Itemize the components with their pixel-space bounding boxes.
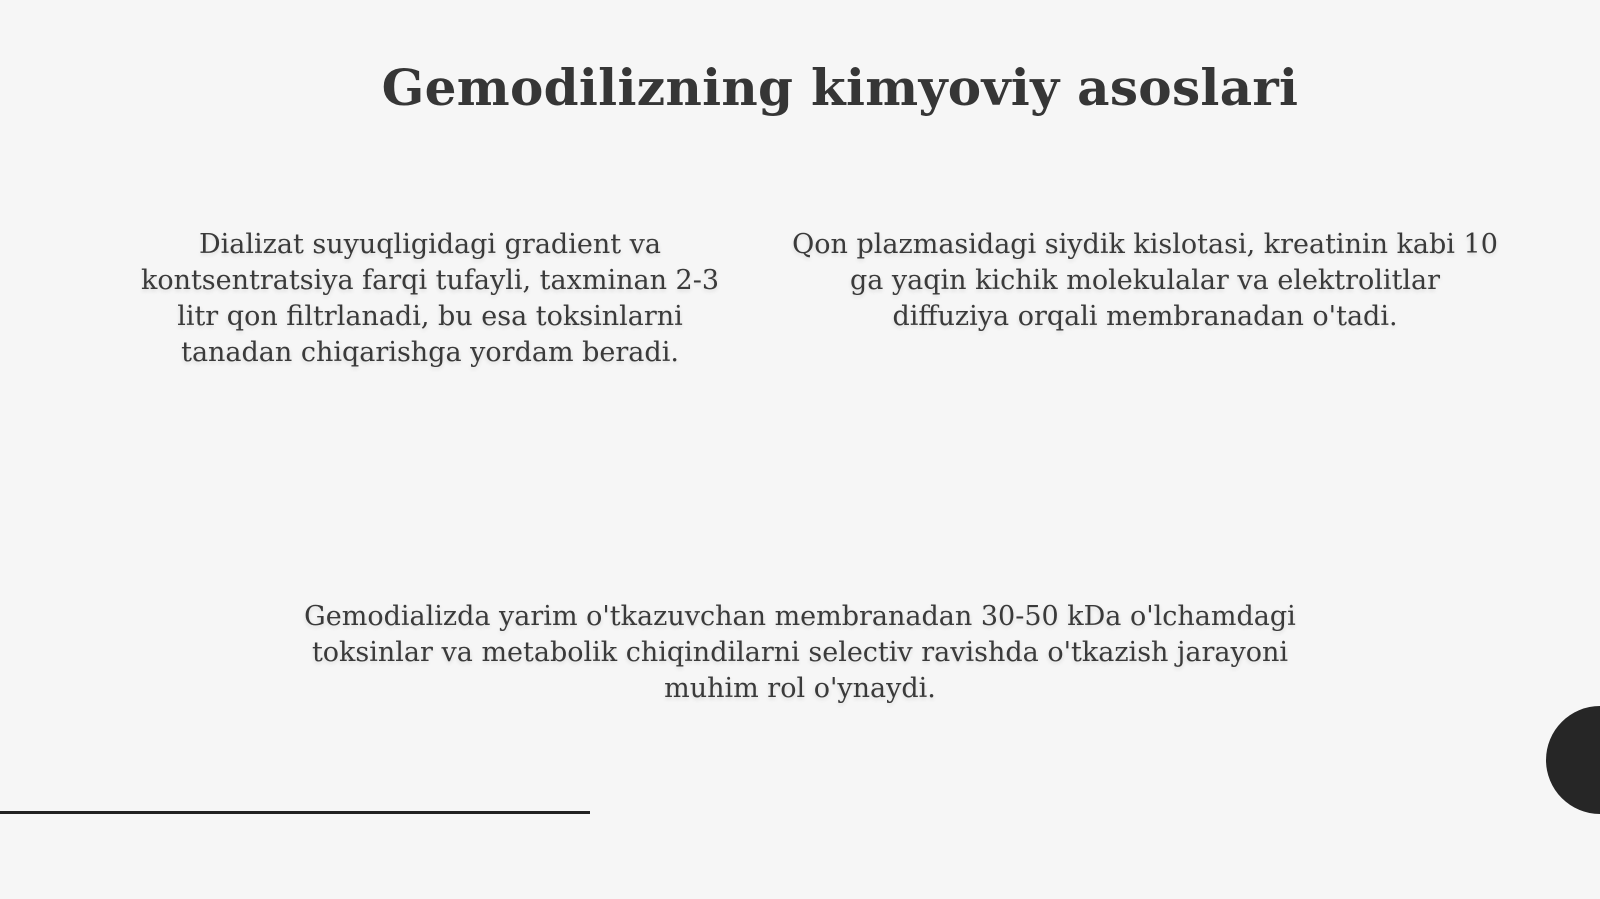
decorative-rule bbox=[0, 811, 590, 814]
paragraph-right: Qon plazmasidagi siydik kislotasi, kreatinin kabi 10 ga yaqin kichik molekulalar va elektrolitlar diffuziya orqali membranadan o'tadi. bbox=[792, 229, 1498, 332]
slide-title: Gemodilizning kimyoviy asoslari bbox=[381, 58, 1299, 117]
decorative-half-circle bbox=[1546, 706, 1600, 814]
paragraph-left: Dializat suyuqligidagi gradient va kontsentratsiya farqi tufayli, taxminan 2-3 litr qon filtrlanadi, bu esa toksinlarni tanadan chiqarishga yordam beradi. bbox=[140, 229, 720, 368]
paragraph-bottom: Gemodializda yarim o'tkazuvchan membranadan 30-50 kDa o'lchamdagi toksinlar va metabolik chiqindilarni selectiv ravishda o'tkazish jarayoni muhim rol o'ynaydi. bbox=[304, 601, 1296, 704]
